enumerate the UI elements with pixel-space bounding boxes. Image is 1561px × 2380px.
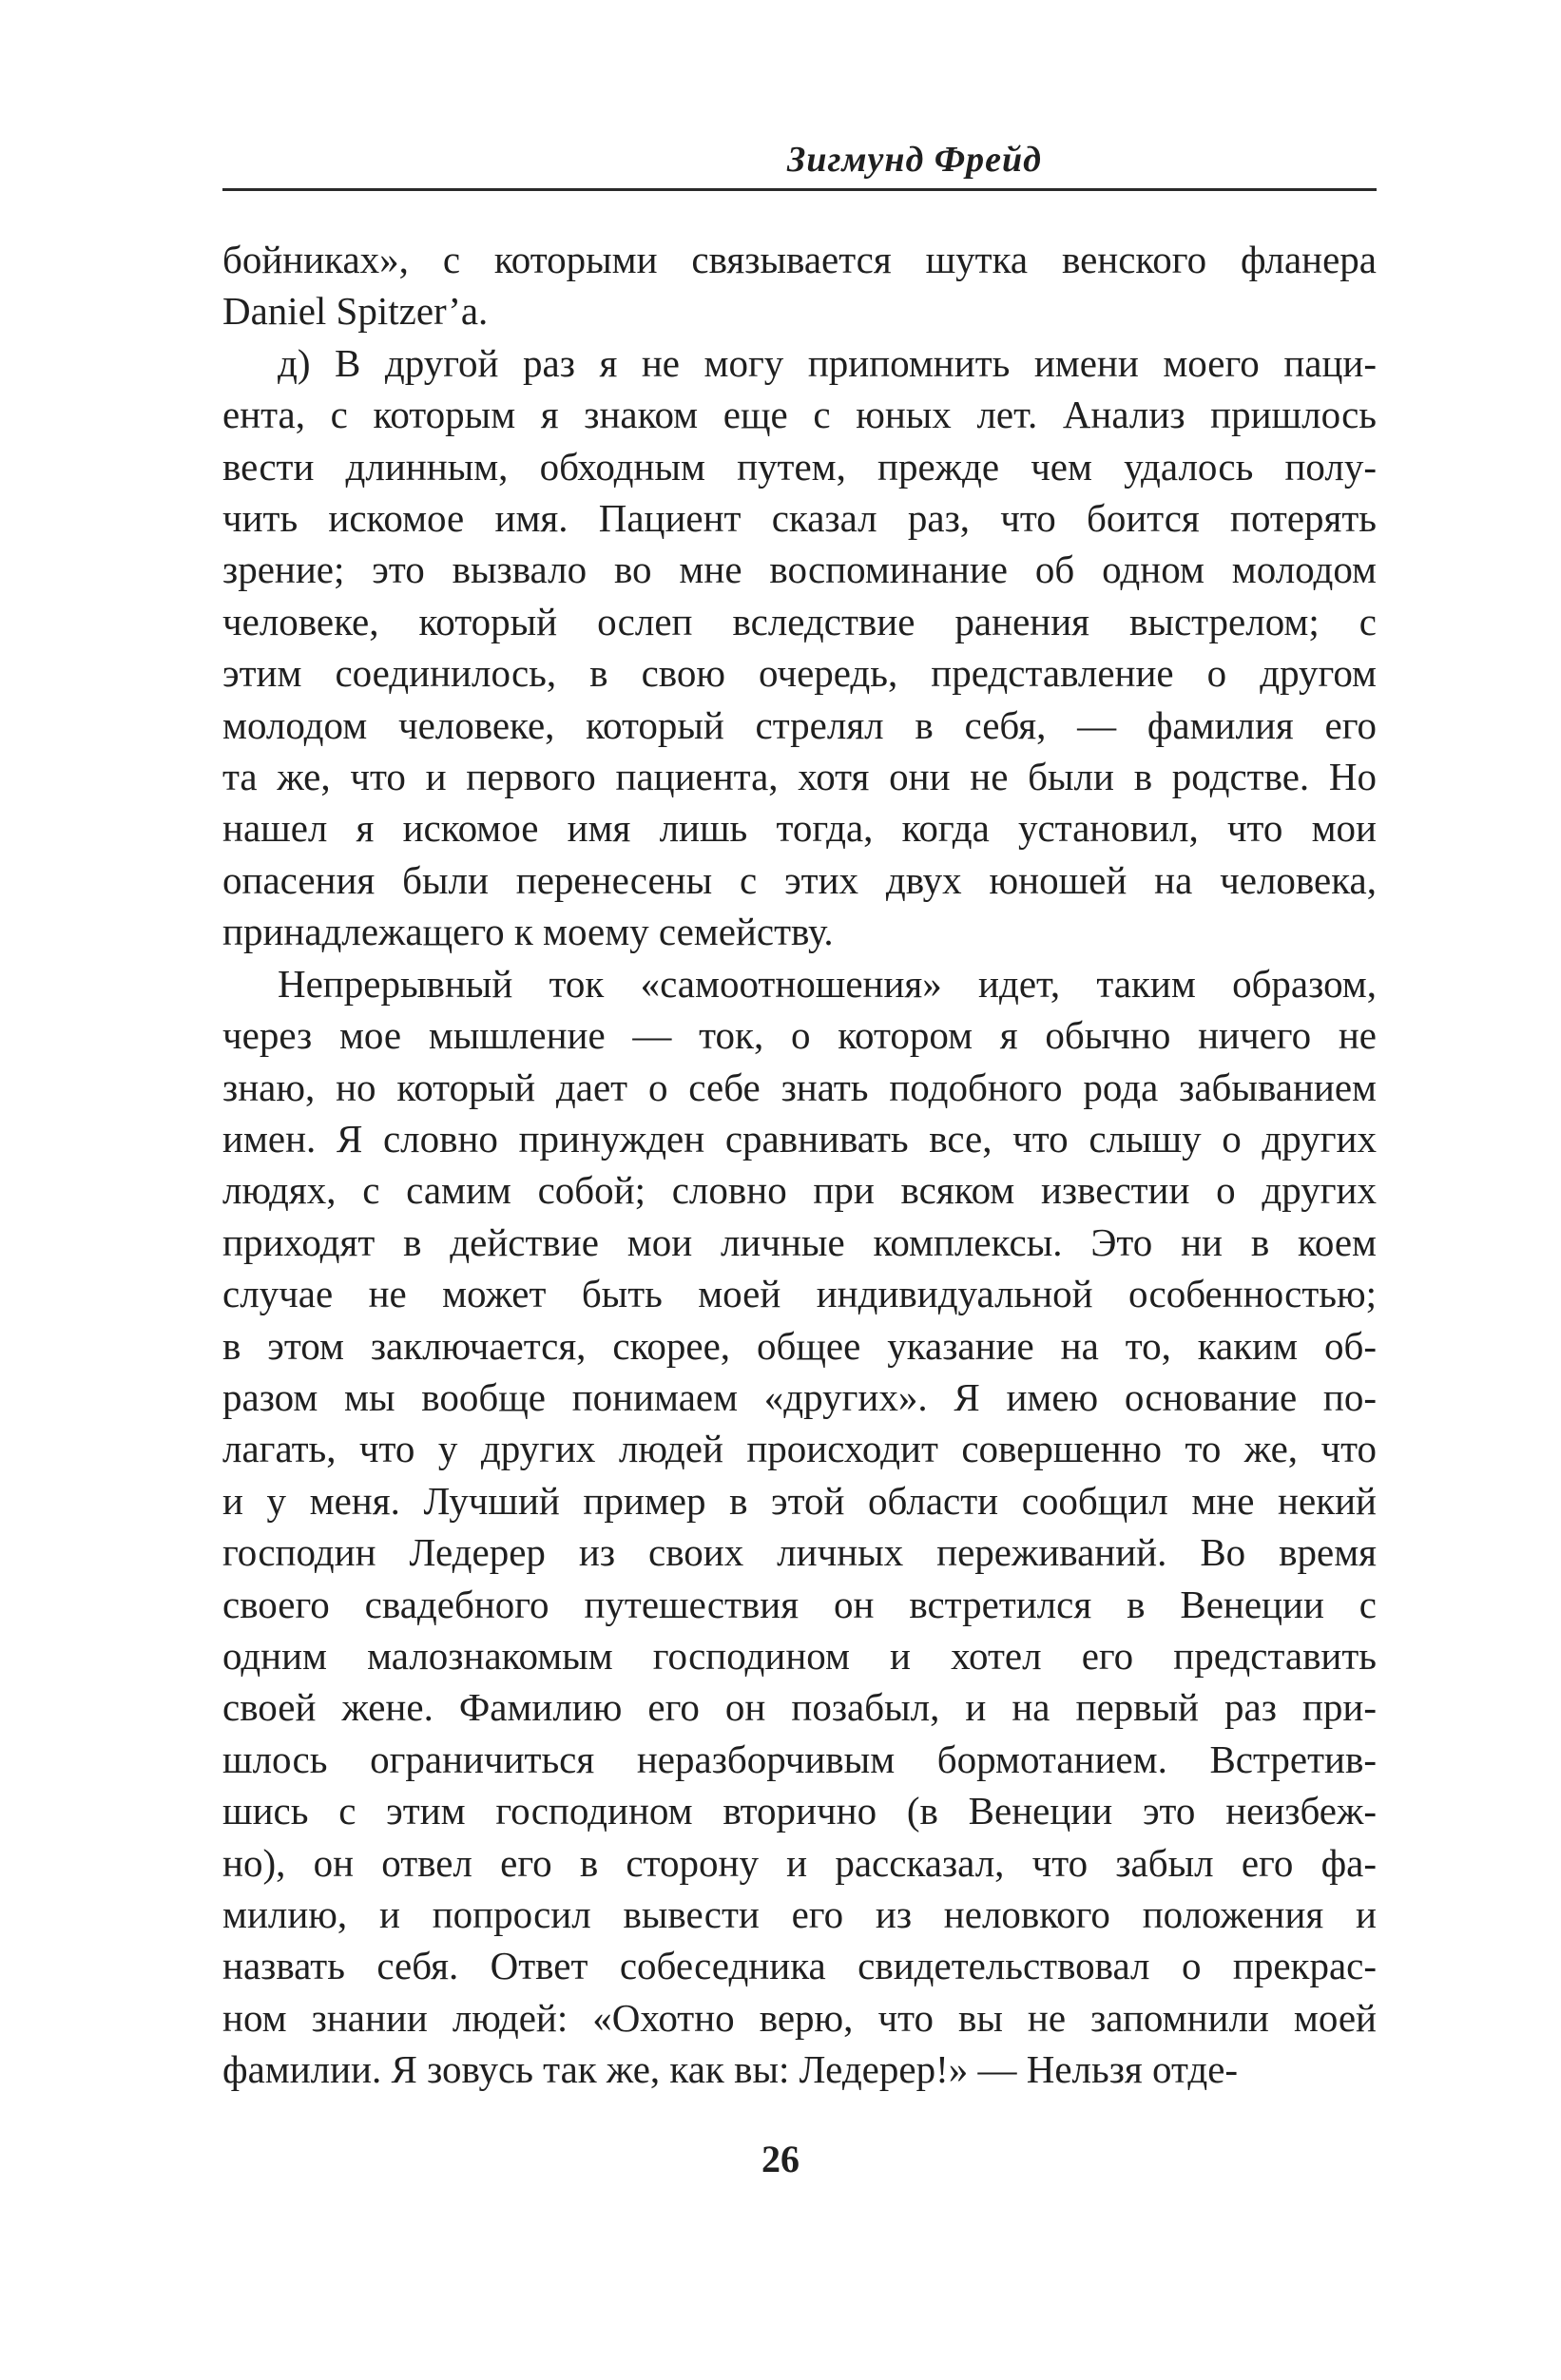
text-line: в этом заключается, скорее, общее указание на то, каким об- xyxy=(222,1323,1377,1368)
text-line: шлось ограничиться неразборчивым бормотанием. Встретив- xyxy=(222,1737,1377,1781)
text-line: ном знании людей: «Охотно верю, что вы не запомнили моей xyxy=(222,1995,1377,2040)
text-line: людях, с самим собой; словно при всяком известии о других xyxy=(222,1168,1377,1213)
text-line: человеке, который ослеп вследствие ранения выстрелом; с xyxy=(222,599,1377,643)
text-line: но), он отвел его в сторону и рассказал, что забыл его фа- xyxy=(222,1840,1377,1885)
text-line: чить искомое имя. Пациент сказал раз, что боится потерять xyxy=(222,496,1377,541)
text-line: приходят в действие мои личные комплексы. Это ни в коем xyxy=(222,1219,1377,1264)
text-line: своей жене. Фамилию его он позабыл, и на первый раз при- xyxy=(222,1685,1377,1730)
text-line: вести длинным, обходным путем, прежде чем удалось полу- xyxy=(222,444,1377,489)
text-line: нашел я искомое имя лишь тогда, когда установил, что мои xyxy=(222,806,1377,851)
text-line: шись с этим господином вторично (в Венеции это неизбеж- xyxy=(222,1789,1377,1833)
page-number: 26 xyxy=(761,2138,800,2180)
text-line: Daniel Spitzer’a. xyxy=(222,289,489,334)
text-line: опасения были перенесены с этих двух юношей на человека, xyxy=(222,857,1377,902)
text-line: лагать, что у других людей происходит совершенно то же, что xyxy=(222,1427,1377,1471)
running-head-title: Зигмунд Фрейд xyxy=(787,140,1042,180)
body-text xyxy=(222,234,1377,2096)
text-line: имен. Я словно принужден сравнивать все, что слышу о других xyxy=(222,1116,1377,1161)
text-line: господин Ледерер из своих личных переживаний. Во время xyxy=(222,1530,1377,1575)
text-line: этим соединилось, в свою очередь, представление о другом xyxy=(222,651,1377,696)
text-line: фамилии. Я зовусь так же, как вы: Ледерер!» — Нельзя отде- xyxy=(222,2047,1239,2092)
running-head xyxy=(222,133,1377,191)
text-line: одним малознакомым господином и хотел его представить xyxy=(222,1633,1377,1678)
text-line: зрение; это вызвало во мне воспоминание об одном молодом xyxy=(222,547,1377,592)
text-line: та же, что и первого пациента, хотя они не были в родстве. Но xyxy=(222,755,1377,799)
text-line: принадлежащего к моему семейству. xyxy=(222,910,834,954)
text-line: милию, и попросил вывести его из неловкого положения и xyxy=(222,1892,1377,1936)
text-line: через мое мышление — ток, о котором я обычно ничего не xyxy=(222,1013,1377,1058)
text-line: и у меня. Лучший пример в этой области сообщил мне некий xyxy=(222,1478,1377,1523)
text-line: д) В другой раз я не могу припомнить имени моего паци- xyxy=(278,340,1377,385)
text-line: ента, с которым я знаком еще с юных лет. Анализ пришлось xyxy=(222,393,1377,437)
text-line: своего свадебного путешествия он встретился в Венеции с xyxy=(222,1582,1377,1626)
text-line: бойниках», с которыми связывается шутка венского фланера xyxy=(222,238,1377,281)
text-line: назвать себя. Ответ собеседника свидетельствовал о прекрас- xyxy=(222,1944,1377,1988)
text-line: Непрерывный ток «самоотношения» идет, таким образом, xyxy=(278,961,1377,1006)
text-line: случае не может быть моей индивидуальной особенностью; xyxy=(222,1272,1377,1316)
text-line: молодом человеке, который стрелял в себя, — фамилия его xyxy=(222,702,1377,747)
text-line: знаю, но который дает о себе знать подобного рода забыванием xyxy=(222,1065,1377,1109)
text-line: разом мы вообще понимаем «других». Я имею основание по- xyxy=(222,1374,1377,1419)
